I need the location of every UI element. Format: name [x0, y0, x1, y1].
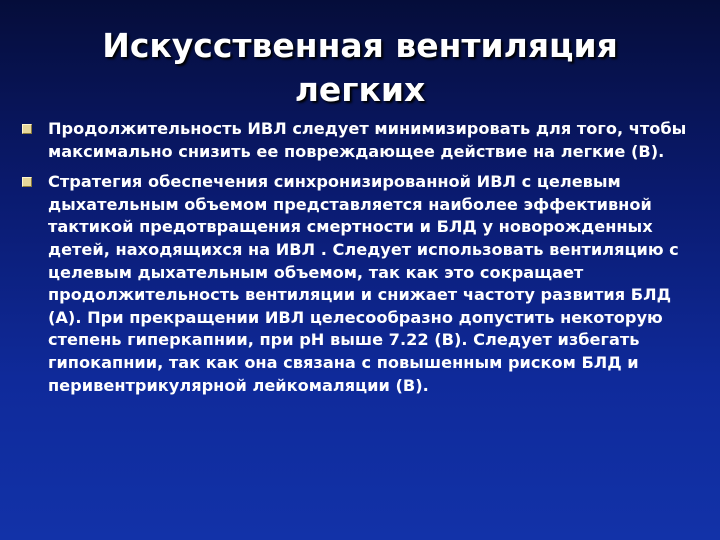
bullet-text-2: Стратегия обеспечения синхронизированной ИВЛ с целевым дыхательным объемом представляется наиболее эффективной тактикой предотвращения смертности и БЛД у новорожденных детей, находящихся на ИВЛ . Следует использовать вентиляцию с целевым дыхательным объемом, так как это сокращает продолжительность вентиляции и снижает частоту развития БЛД (А). При прекращении ИВЛ целесообразно допустить некоторую степень гиперкапнии, при рН выше 7.22 (В). Следует избегать гипокапнии, так как она связана с повышенным риском БЛД и перивентрикулярной лейкомаляции (В).	[48, 172, 679, 395]
square-bullet-icon	[22, 124, 32, 134]
slide-title	[30, 24, 690, 112]
bullet-text-1: Продолжительность ИВЛ следует минимизировать для того, чтобы максимально снизить ее повреждающее действие на легкие (В).	[48, 119, 687, 161]
bullet-list	[22, 118, 694, 405]
square-bullet-icon	[22, 177, 32, 187]
slide-title-line-1: Искусственная вентиляция	[102, 26, 618, 65]
bullet-item-2	[22, 171, 694, 397]
bullet-item-1	[22, 118, 694, 163]
slide-title-line-2: легких	[294, 70, 426, 109]
